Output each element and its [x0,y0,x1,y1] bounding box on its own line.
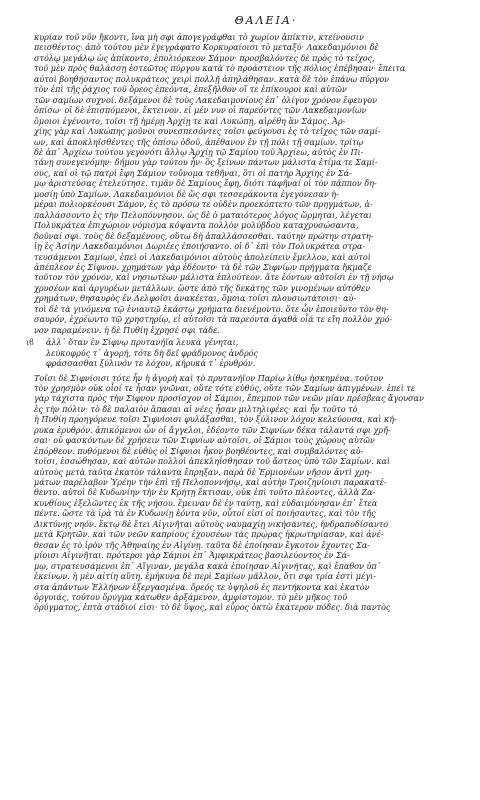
marginal-mark: ιϐ [26,338,34,348]
text-line: μετὰ Κρητῶν. καὶ τῶν νεῶν καπρίους ἐχουσέων τὰς πρῴρας ἠκρωτηρίασαν, καὶ ἀνέ- [34,530,384,540]
text-line: δὲ ἀπ᾽ Ἀρχίεω τούτου γεγονότι ἄλλῳ Ἀρχίῃ τῷ Σαμίου τοῦ Ἀρχίεω, αὐτὸς ἐν Πι- [34,147,364,157]
text-line: Τοῖσι δὲ Σιφνίοισι τότε ἦν ἡ ἀγορὴ καὶ τὸ πρυτανήϊον Παρίῳ λίθῳ ἠσκημένα. τοῦτον [34,373,384,383]
oracle-line [46,359,458,369]
text-line: μίοισι Αἰγινῆται. πρότεροι γὰρ Σάμιοι ἐπ᾽ Ἀμφικράτεος βασιλεύοντος ἐν Σά- [34,551,350,561]
text-line: θεντο. αὐτοὶ δὲ Κυδωνίην τὴν ἐν Κρήτῃ ἔκτισαν, οὐκ ἐπὶ τοῦτο πλέοντες, ἀλλὰ Ζα- [34,488,376,498]
text-line: ρυκα ἐρυθρόν. ἀπικόμενοι ὦν οἱ ἄγγελοι, ἐδέοντο τῶν Σιφνίων δέκα τάλαντά σφι χρῆ- [34,425,391,435]
text-line: σαυρόν, ἐχρέωντο τῷ χρηστηρίῳ, εἰ αὐτοῖσι τὰ παρεόντα ἀγαθὰ οἷά τε εἴη πολλὸν χρό- [34,315,393,325]
text-line: Δικτύνης νηόν. ἕκτῳ δὲ ἔτει Αἰγινῆται αὐτοὺς ναυμαχίῃ νικήσαντες, ἠνδραποδίσαντο [34,519,389,529]
text-line: ων, καὶ ἀποκληϊσθέντες τῆς ὀπίσω ὁδοῦ, ἀπέθανον ἐν τῇ πόλι τῇ σαμίων. τρίτῳ [34,137,364,147]
oracle-line [26,338,458,348]
oracle-line [46,349,458,359]
text-line: ἰῃ ἐς Ἀσίην Λακεδαιμόνιοι Δωριέες ἐποιήσαντο. οἱ δ᾽ ἐπὶ τὸν Πολυκράτεα στρα- [34,242,366,252]
text-line: ὀρύγματος, ἑπτὰ στάδιοί εἰσι· τὸ δὲ ὕψος, καὶ εὖρος ὀκτὼ ἑκάτερον πόδες. διὰ παντὸς [34,603,391,613]
text-line: πέντε. ὥστε τὰ ἱρὰ τὰ ἐν Κυδωνίῃ ἐόντα νῦν, οὗτοί εἰσι οἱ ποιήσαντες, καὶ τὸν τῆς [34,509,376,519]
text-line: γὰρ τάχιστα πρὸς τὴν Σίφνον προσίσχον οἱ Σάμιοι, ἔπεμπον τῶν νεῶν μίαν πρέσβεας ἄγουσαν [34,394,424,404]
paragraph-2 [34,374,458,614]
text-line: τῶν σαμίων συχνοί. δεξάμενοι δὲ τοὺς Λακεδαιμονίους ἐπ᾽ ὀλίγον χρόνον ἔφευγον [34,95,377,105]
oracle-text: λεύκοφρύς τ᾽ ἀγορή, τότε δὴ δεῖ φράδμονος ἀνδρός [46,348,259,358]
text-line: μέραι πολιορκέουσι Σάμον, ἐς τὸ πρόσω τε οὐδὲν προεκόπτετο τῶν πρηγμάτων, ἀ- [34,200,373,210]
text-line: στόλῳ μεγάλῳ ὡς ἀπίκοντο, ἐπολιόρκεον Σάμον· προσβαλόντες δὲ πρὸς τὸ τεῖχος, [34,53,375,63]
text-line: κυνθίους ἐξελῶντες ἐκ τῆς νήσου. ἔμειναν δὲ ἐν ταύτῃ, καὶ εὐδαιμόνησαν ἐπ᾽ ἔτεα [34,498,378,508]
text-line: ἀπέπλεον ἐς Σίφνον. χρημάτων γὰρ ἐδέοντο· τὰ δὲ τῶν Σιφνίων πρήγματα ἤκμαζε [34,262,372,272]
text-line: ἐπόρθεον. πυθόμενοι δὲ εὐθὺς οἱ Σίφνιοι ἧκον βοηθέοντες, καὶ συμβαλόντες αὐ- [34,446,364,456]
text-line: στα ἁπάντων Ἑλλήνων ἐξεργασμένα. ὄρεός τε ὑψηλοῦ ἐς πεντήκοντα καὶ ἑκατὸν [34,582,370,592]
oracle-text: φράσσασθαι ξύλινόν τε λόχον, κήρυκά τ᾽ ἐρυθρόν. [46,359,256,369]
oracle-text: ἀλλ᾽ ὅταν ἐν Σίφνῳ πρυτανήϊα λευκὰ γένηται, [46,338,239,348]
text-line: μοσίῃ ὑπὸ Σαμίων. Λακεδαιμόνιοι δὲ ὥς σφι τεσσεράκοντα ἐγεγόνεσαν ἡ- [34,189,339,199]
text-line: ἡ Πυθίη προηγόρευε τοῖσι Σιφνίοισι φυλάξασθαι, τὸν ξύλινον λόχον κελεύουσα, καὶ κή- [34,415,397,425]
text-line: τοῖσι, ἑσσώθησαν, καὶ αὐτῶν πολλοὶ ἀπεκληΐσθησαν τοῦ ἄστεος ὑπὸ τῶν Σαμίων. καὶ [34,457,391,467]
text-line: ἐκείνων. ἡ μὲν αἰτίη αὕτη. ἐμήκυνα δὲ περὶ Σαμίων μᾶλλον, ὅτι σφι τρία ἐστὶ μέγι- [34,572,377,582]
text-line: τοὶ δὲ τὰ γινόμενα τῷ ἐνιαυτῷ ἑκάστῳ χρήματα διενέμοντο. ὅτε ὦν ἐποιεῦντο τὸν θη- [34,304,389,314]
text-line: ους, καί οἱ τῷ πατρὶ ἔφη Σάμιον τοὔνομα τεθῆναι, ὅτι οἱ πατὴρ Ἀρχίης ἐν Σά- [34,168,352,178]
text-line: τὸν ἐπὶ τῆς ῥάχιος τοῦ ὄρεος ἐπεόντα, ἐπεξῆλθον οἵ τε ἐπίκουροι καὶ αὐτῶν [34,85,347,95]
text-line: τάνῃ συνεγενόμην· δήμου γὰρ τούτου ἦν· ὃς ξείνων πάντων μάλιστα ἐτίμα τε Σαμί- [34,158,378,168]
text-line: χρημάτων, θησαυρὸς ἐν Δελφοῖσι ἀνακέεται, ὅμοια τοῖσι πλουσιωτάτοισι· αὐ- [34,294,357,304]
text-line: ὀργυιάς, τούτου ὄρυγμα κάτωθεν ἀρξάμενον, ἀμφίστομον. τὸ μὲν μῆκος τοῦ [34,593,348,603]
text-line: μάτων παρέλαβον Ὑρέην τὴν ἐπὶ τῇ Πελοποννήσῳ, καὶ αὐτὴν Τροιζηνίοισι παρακατέ- [34,478,387,488]
text-line: μῳ, στρατευσάμενοι ἐπ᾽ Αἴγιναν, μεγάλα κακὰ ἐποίησαν Αἰγινήτας, καὶ ἔπαθον ὑπ᾽ [34,561,381,571]
paragraph-1 [34,33,458,336]
text-line: θεσαν ἐς τὸ ἱρὸν τῆς Ἀθηναίης ἐν Αἰγίνῃ. ταῦτα δὲ ἐποίησαν ἔγκοτον ἔχοντες Σα- [34,540,371,550]
text-line: κυρίαν τοῦ νῦν ἤκοντι, ἵνα μὴ σφι ἀπογεγράφθαι τὸ χωρίον ἀπίκτιν, κτείνουσιν [34,33,364,42]
text-line: δοῦναί σφι. τοὺς δὲ δεξαμένους, οὕτω δὴ ἀπαλλάσσεσθαι. ταύτην πρώτην στρατη- [34,231,374,241]
text-line: τευσάμενοι Σαμίων, ἐπεὶ οἱ Λακεδαιμόνιοι αὐτοὺς ἀπολείπειν ἔμελλον, καὶ αὐτοὶ [34,252,371,262]
text-line: σαι· οὐ φασκόντων δὲ χρήσειν τῶν Σιφνίων αὐτοῖσι, οἱ Σάμιοι τοὺς χώρους αὐτῶν [34,436,375,446]
running-head: ΘΑΛΕΙΑ· [234,14,298,27]
text-line: τοῦτον τὸν χρόνον, καὶ νησιωτέων μάλιστα ἐπλούτεον. ἅτε ἐόντων αὐτοῖσι ἐν τῇ νήσῳ [34,273,394,283]
oracle-verse [26,338,458,369]
text-line: Πολυκράτεα ἐπιχώριον νόμισμα κόψαντα πολλὸν μολύβδου καταχρυσώσαντα, [34,221,359,231]
text-line: νον παραμένειν. ἡ δὲ Πυθίη ἔχρησέ σφι τάδε. [34,325,220,335]
text-line: μῳ ἀριστεύσας ἐτελεύτησε. τιμᾶν δὲ Σαμίους ἔφη, διότι ταφῆναί οἱ τὸν πάππον δη- [34,179,377,189]
text-line: τὸν χρησμὸν οὐκ οἷοί τε ἦσαν γνῶναι, οὔτε τότε εὐθύς, οὔτε τῶν Σαμίων ἀπιγμένων. ἐπεὶ τε [34,383,416,393]
text-line: ὀπίσω· οἱ δὲ ἐπισπόμενοι, ἔκτεινον. εἰ μέν νυν οἱ παρεόντες τῶν Λακεδαιμονίων [34,106,367,116]
text-line: ἐς τὴν πόλιν· τὸ δὲ παλαιὸν ἅπασαι αἱ νέες ἦσαν μιλτηλιφέες· καὶ ἦν τοῦτο τὸ [34,404,358,414]
text-line: αὐτοὶ βοηθήσαντος πολυκράτεος χειρὶ πολλῇ ἀπηλάθησαν. κατὰ δὲ τὸν ἐπάνω πύργον [34,74,390,84]
text-line: χρυσέων καὶ ἀργυρέων μετάλλων. ὥστε ἀπὸ τῆς δεκάτης τῶν γινομένων αὐτόθεν [34,283,371,293]
text-line: αὐτοὺς μετὰ ταῦτα ἑκατὸν τάλαντα ἔπρηξαν. παρὰ δὲ Ἑρμιονέων νῆσον ἀντὶ χρη- [34,467,372,477]
text-line: παλλάσσοντο ἐς τὴν Πελοπόννησον. ὡς δὲ ὁ ματαιότερος λόγος ὥρμηται, λέγεται [34,210,372,220]
text-line: ὅμοιοι ἐγένοντο, τοῖσι τῇ ἡμέρῃ Ἀρχίῃ τε καὶ Λυκώπῃ, αἱρέθη ἂν Σάμος. Ἀρ- [34,116,346,126]
text-line: χίης γὰρ καὶ Λυκώπης μοῦνοι συνεσπεσόντες τοῖσι φεύγουσι ἐς τὸ τεῖχος τῶν σαμί- [34,127,381,137]
text-line: πεισθέντος· ἀπὸ τούτου μὲν ἐγεγράφατο Κορκυραίοισι τὸ μεταξύ· Λακεδαιμόνιοι δὲ [34,43,379,53]
text-line: τοῦ μὲν πρὸς θαλάσσῃ ἐστεῶτος πύργου κατὰ τὸ προάστειον τῆς πόλιος ἐπέβησαν· ἔπειτα [34,64,406,74]
